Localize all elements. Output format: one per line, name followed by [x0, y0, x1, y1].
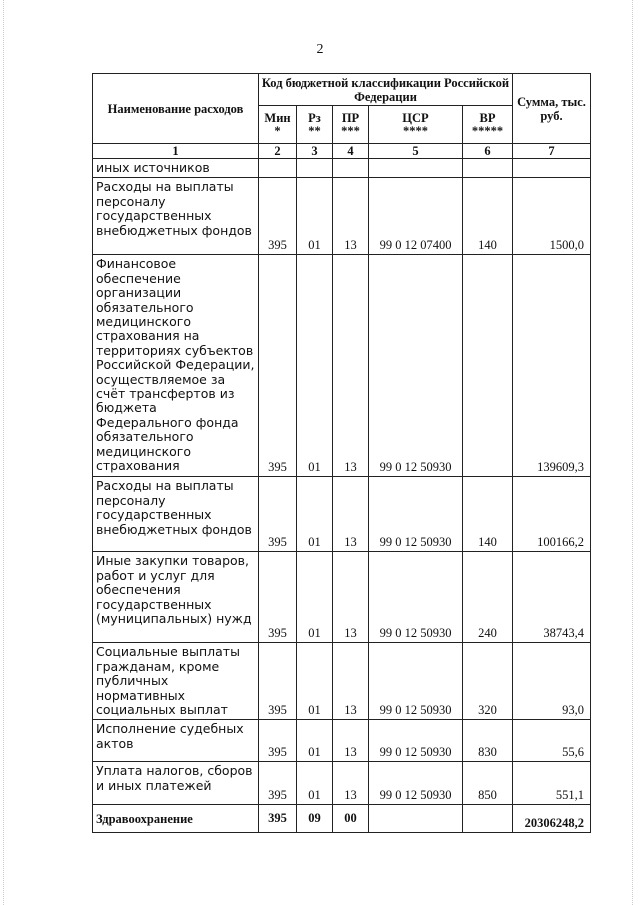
row-sum: 551,1 [513, 762, 591, 805]
header-name: Наименование расходов [93, 74, 259, 144]
row-vr [463, 159, 513, 178]
row-pr: 13 [333, 477, 369, 552]
row-name: Здравоохранение [93, 805, 259, 833]
row-name: Иные закупки товаров, работ и услуг для обеспечения государственных (муниципальных) нужд [93, 552, 259, 643]
col-num: 6 [463, 144, 513, 159]
row-vr: 850 [463, 762, 513, 805]
row-sum [513, 159, 591, 178]
row-rz: 01 [297, 552, 333, 643]
header-sum: Сумма, тыс. руб. [513, 74, 591, 144]
col-num: 1 [93, 144, 259, 159]
row-csr: 99 0 12 50930 [369, 552, 463, 643]
row-csr: 99 0 12 50930 [369, 643, 463, 720]
header-csr: ЦСР **** [369, 106, 463, 144]
row-pr: 13 [333, 643, 369, 720]
row-sum: 1500,0 [513, 178, 591, 255]
table-row [93, 255, 591, 477]
header-code-group: Код бюджетной классификации Российской Федерации [259, 74, 513, 106]
row-vr: 240 [463, 552, 513, 643]
header-vr: ВР ***** [463, 106, 513, 144]
row-pr: 13 [333, 762, 369, 805]
page-number: 2 [316, 42, 324, 57]
row-sum: 93,0 [513, 643, 591, 720]
table-row [93, 552, 591, 643]
row-rz [297, 159, 333, 178]
row-rz: 01 [297, 477, 333, 552]
table-row [93, 178, 591, 255]
row-name: Уплата налогов, сборов и иных платежей [93, 762, 259, 805]
row-min: 395 [259, 178, 297, 255]
row-csr: 99 0 12 50930 [369, 762, 463, 805]
header-pr: ПР *** [333, 106, 369, 144]
col-num: 5 [369, 144, 463, 159]
row-min: 395 [259, 477, 297, 552]
left-edge-marks [3, 0, 5, 905]
row-csr: 99 0 12 50930 [369, 720, 463, 762]
row-rz: 01 [297, 178, 333, 255]
row-sum: 100166,2 [513, 477, 591, 552]
row-min: 395 [259, 552, 297, 643]
row-sum: 38743,4 [513, 552, 591, 643]
row-sum: 139609,3 [513, 255, 591, 477]
row-vr: 320 [463, 643, 513, 720]
row-rz: 01 [297, 255, 333, 477]
row-csr: 99 0 12 50930 [369, 477, 463, 552]
row-sum: 20306248,2 [513, 805, 591, 833]
table-row [93, 159, 591, 178]
header-rz: Рз ** [297, 106, 333, 144]
row-rz: 01 [297, 720, 333, 762]
col-num: 7 [513, 144, 591, 159]
header-min: Мин * [259, 106, 297, 144]
row-pr: 13 [333, 552, 369, 643]
table-row [93, 643, 591, 720]
row-min: 395 [259, 255, 297, 477]
table-row-total [93, 805, 591, 833]
row-min: 395 [259, 805, 297, 833]
table-row [93, 720, 591, 762]
row-name: Расходы на выплаты персоналу государственных внебюджетных фондов [93, 178, 259, 255]
row-min: 395 [259, 720, 297, 762]
table-row [93, 477, 591, 552]
row-pr: 13 [333, 720, 369, 762]
column-number-row [93, 144, 591, 159]
row-csr [369, 159, 463, 178]
budget-table [92, 73, 591, 833]
row-min [259, 159, 297, 178]
row-vr [463, 805, 513, 833]
row-csr [369, 805, 463, 833]
row-vr: 140 [463, 477, 513, 552]
col-num: 2 [259, 144, 297, 159]
row-min: 395 [259, 762, 297, 805]
row-min: 395 [259, 643, 297, 720]
row-rz: 09 [297, 805, 333, 833]
row-vr: 140 [463, 178, 513, 255]
row-csr: 99 0 12 07400 [369, 178, 463, 255]
row-name: Социальные выплаты гражданам, кроме публичных нормативных социальных выплат [93, 643, 259, 720]
row-rz: 01 [297, 643, 333, 720]
row-name: Исполнение судебных актов [93, 720, 259, 762]
row-csr: 99 0 12 50930 [369, 255, 463, 477]
row-name: иных источников [93, 159, 259, 178]
row-vr: 830 [463, 720, 513, 762]
row-pr: 13 [333, 178, 369, 255]
row-vr [463, 255, 513, 477]
table-row [93, 762, 591, 805]
row-pr: 00 [333, 805, 369, 833]
row-rz: 01 [297, 762, 333, 805]
row-pr: 13 [333, 255, 369, 477]
row-pr [333, 159, 369, 178]
col-num: 4 [333, 144, 369, 159]
col-num: 3 [297, 144, 333, 159]
right-edge-marks [632, 0, 634, 905]
row-name: Финансовое обеспечение организации обязательного медицинского страхования на территориях субъектов Российской Федерации, осуществляемое за счёт трансфертов из бюджета Федерального фонда обязательного медицинского страхования [93, 255, 259, 477]
row-name: Расходы на выплаты персоналу государственных внебюджетных фондов [93, 477, 259, 552]
row-sum: 55,6 [513, 720, 591, 762]
